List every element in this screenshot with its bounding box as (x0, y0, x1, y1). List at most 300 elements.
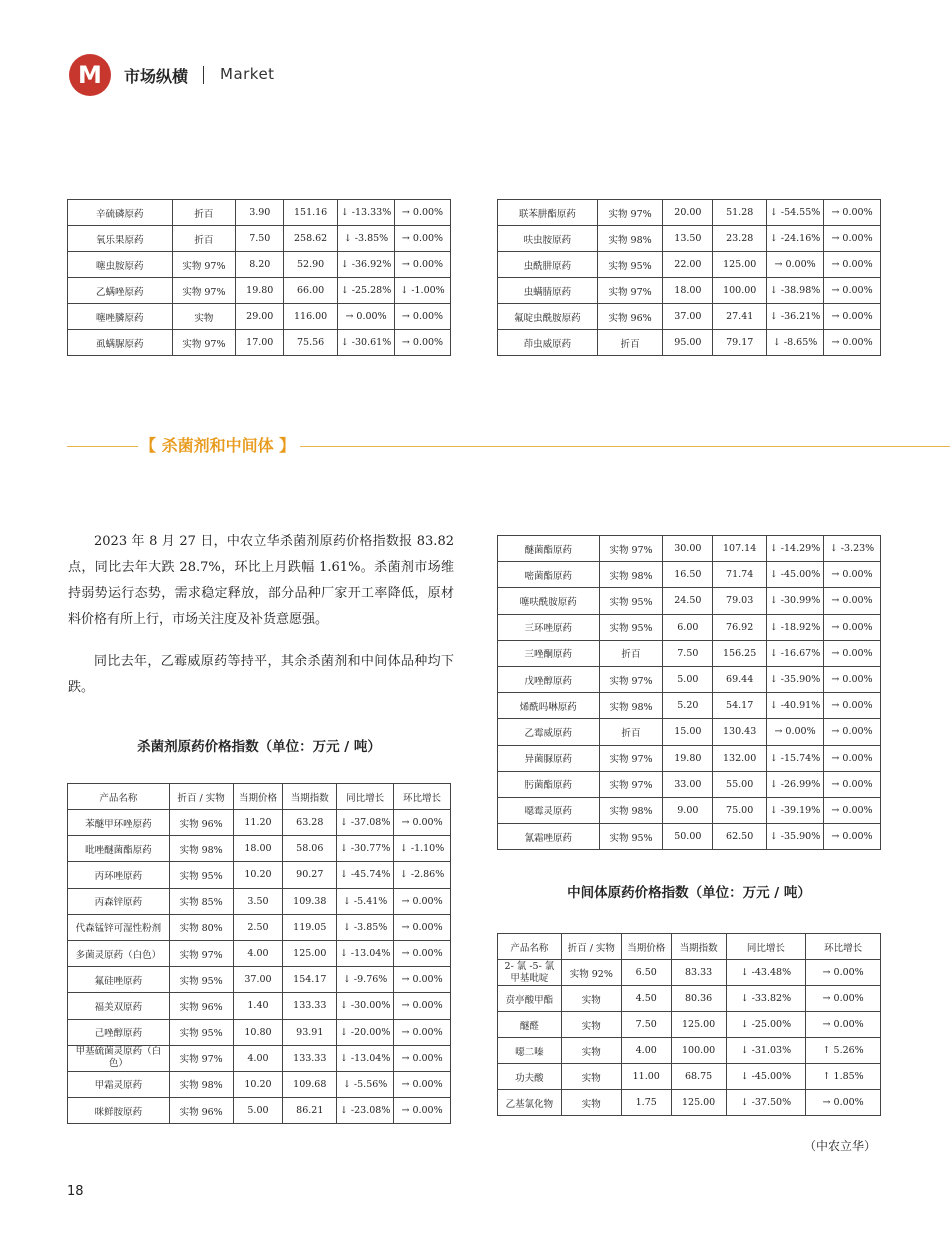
table-cell: 51.28 (713, 200, 767, 226)
table-cell: 133.33 (283, 1045, 337, 1071)
table-row (68, 330, 451, 356)
table-cell: 实物 97% (597, 278, 663, 304)
table-cell: 三唑酮原药 (498, 640, 600, 666)
table-cell: 37.00 (663, 304, 713, 330)
table-cell: → 0.00% (395, 330, 451, 356)
table-cell: 嘧菌酯原药 (498, 562, 600, 588)
table-cell: 10.80 (233, 1019, 283, 1045)
table-cell: 己唑醇原药 (68, 1019, 170, 1045)
table-cell: 125.00 (713, 252, 767, 278)
table-cell: 10.20 (233, 862, 283, 888)
fungicide-table-caption: 杀菌剂原药价格指数（单位：万元 / 吨） (137, 739, 381, 755)
table-cell: 6.50 (621, 960, 671, 986)
paragraph-2: 同比去年，乙霉威原药等持平，其余杀菌剂和中间体品种均下跌。 (68, 654, 454, 695)
table-cell: 154.17 (283, 967, 337, 993)
table-cell: ↓ -40.91% (767, 693, 824, 719)
table-cell: 实物 (561, 1090, 621, 1116)
table-cell: 实物 98% (169, 836, 233, 862)
table-cell: 79.03 (713, 588, 767, 614)
table-cell: → 0.00% (824, 330, 881, 356)
table-row (498, 1090, 881, 1116)
table-cell: 贲亭酸甲酯 (498, 986, 562, 1012)
table-row (498, 797, 881, 823)
table-cell: 代森锰锌可湿性粉剂 (68, 914, 170, 940)
table-cell: 噻呋酰胺原药 (498, 588, 600, 614)
table-cell: 实物 (561, 1038, 621, 1064)
table-row (68, 836, 451, 862)
table-cell: ↓ -1.00% (395, 278, 451, 304)
table-cell: → 0.00% (824, 562, 881, 588)
table-cell: ↓ -38.98% (767, 278, 824, 304)
table-cell: 实物 96% (169, 810, 233, 836)
table-cell: ↑ 1.85% (806, 1064, 881, 1090)
table-cell: 5.00 (233, 1098, 283, 1124)
table-cell: → 0.00% (824, 252, 881, 278)
table-cell: 11.00 (621, 1064, 671, 1090)
table-cell: 79.17 (713, 330, 767, 356)
table-cell: 噁二嗪 (498, 1038, 562, 1064)
table-cell: 1.75 (621, 1090, 671, 1116)
insecticide-table-right (497, 199, 881, 356)
table-cell: 虱螨脲原药 (68, 330, 173, 356)
table-cell: 乙霉威原药 (498, 719, 600, 745)
table-cell: ↓ -26.99% (767, 771, 824, 797)
table-cell: 130.43 (713, 719, 767, 745)
table-cell: 76.92 (713, 614, 767, 640)
table-cell: → 0.00% (395, 226, 451, 252)
table-cell: 实物 98% (599, 562, 663, 588)
table-cell: 63.28 (283, 810, 337, 836)
table-cell: 93.91 (283, 1019, 337, 1045)
column-header: 当期指数 (283, 784, 337, 810)
table-cell: ↓ -15.74% (767, 745, 824, 771)
table-cell: 实物 97% (169, 1045, 233, 1071)
table-cell: 实物 97% (599, 745, 663, 771)
table-row (68, 940, 451, 966)
table-row (498, 986, 881, 1012)
table-cell: 62.50 (713, 824, 767, 850)
table-row (68, 278, 451, 304)
column-header: 产品名称 (68, 784, 170, 810)
column-header: 当期指数 (671, 934, 726, 960)
table-cell: 7.50 (621, 1012, 671, 1038)
table-cell: 4.00 (233, 1045, 283, 1071)
table-row (498, 1064, 881, 1090)
table-cell: ↓ -20.00% (337, 1019, 394, 1045)
table-cell: ↓ -43.48% (726, 960, 806, 986)
table-cell: 实物 85% (169, 888, 233, 914)
table-cell: 100.00 (713, 278, 767, 304)
table-cell: ↓ -23.08% (337, 1098, 394, 1124)
table-cell: 52.90 (284, 252, 338, 278)
table-cell: 109.38 (283, 888, 337, 914)
insecticide-table-left (67, 199, 451, 356)
table-cell: ↓ -39.19% (767, 797, 824, 823)
table-cell: 折百 (599, 640, 663, 666)
table-cell: ↓ -9.76% (337, 967, 394, 993)
table-cell: ↓ -25.28% (338, 278, 395, 304)
table-cell: 3.90 (236, 200, 284, 226)
table-cell: 95.00 (663, 330, 713, 356)
table-cell: 5.20 (663, 693, 713, 719)
table-cell: 呋虫胺原药 (498, 226, 598, 252)
table-cell: 实物 97% (599, 666, 663, 692)
table-cell: ↓ -13.04% (337, 1045, 394, 1071)
table-cell: → 0.00% (394, 914, 451, 940)
table-cell: 甲基硫菌灵原药（白色） (68, 1045, 170, 1071)
table-row (68, 888, 451, 914)
table-cell: → 0.00% (806, 1012, 881, 1038)
table-cell: 7.50 (236, 226, 284, 252)
table-cell: 茚虫威原药 (498, 330, 598, 356)
table-cell: 实物 97% (172, 330, 236, 356)
table-cell: → 0.00% (824, 824, 881, 850)
table-cell: 虫酰肼原药 (498, 252, 598, 278)
table-cell: 实物 96% (597, 304, 663, 330)
table-row (498, 960, 881, 986)
table-cell: 实物 (561, 1064, 621, 1090)
table-cell: 66.00 (284, 278, 338, 304)
table-cell: → 0.00% (824, 771, 881, 797)
table-cell: 119.05 (283, 914, 337, 940)
table-row (498, 745, 881, 771)
table-cell: 19.80 (663, 745, 713, 771)
table-cell: 69.44 (713, 666, 767, 692)
table-cell: → 0.00% (824, 719, 881, 745)
table-cell: 实物 95% (599, 588, 663, 614)
table-cell: 实物 97% (172, 278, 236, 304)
table-cell: 86.21 (283, 1098, 337, 1124)
table-cell: ↓ -13.33% (338, 200, 395, 226)
table-cell: 24.50 (663, 588, 713, 614)
table-row (68, 914, 451, 940)
table-cell: 4.50 (621, 986, 671, 1012)
table-row (68, 226, 451, 252)
fungicide-table-right (497, 535, 881, 850)
table-cell: ↓ -3.23% (824, 536, 881, 562)
table-row (68, 967, 451, 993)
table-cell: ↓ -45.00% (726, 1064, 806, 1090)
table-cell: 156.25 (713, 640, 767, 666)
table-cell: 实物 97% (172, 252, 236, 278)
table-cell: 133.33 (283, 993, 337, 1019)
table-cell: → 0.00% (824, 745, 881, 771)
table-cell: 29.00 (236, 304, 284, 330)
table-cell: → 0.00% (824, 693, 881, 719)
table-cell: 125.00 (283, 940, 337, 966)
table-cell: → 0.00% (394, 1098, 451, 1124)
section-title: 【 杀菌剂和中间体 】 (138, 434, 297, 458)
table-cell: ↓ -30.00% (337, 993, 394, 1019)
table-cell: 联苯肼酯原药 (498, 200, 598, 226)
table-cell: 多菌灵原药（白色） (68, 940, 170, 966)
table-cell: 55.00 (713, 771, 767, 797)
table-cell: 19.80 (236, 278, 284, 304)
section-name-cn: 市场纵横 (124, 67, 189, 86)
table-cell: 丙环唑原药 (68, 862, 170, 888)
table-row (498, 304, 881, 330)
table-cell: ↓ -24.16% (767, 226, 824, 252)
table-cell: 18.00 (663, 278, 713, 304)
table-cell: → 0.00% (394, 940, 451, 966)
table-cell: 90.27 (283, 862, 337, 888)
table-cell: 虫螨腈原药 (498, 278, 598, 304)
table-row (68, 993, 451, 1019)
table-cell: 2.50 (233, 914, 283, 940)
table-cell: 3.50 (233, 888, 283, 914)
table-cell: 20.00 (663, 200, 713, 226)
table-row (498, 1038, 881, 1064)
column-header: 当期价格 (621, 934, 671, 960)
table-cell: 噻虫胺原药 (68, 252, 173, 278)
table-cell: 107.14 (713, 536, 767, 562)
table-cell: → 0.00% (394, 1071, 451, 1097)
table-cell: 氟硅唑原药 (68, 967, 170, 993)
table-row (498, 330, 881, 356)
table-cell: ↓ -2.86% (394, 862, 451, 888)
table-cell: 折百 (172, 200, 236, 226)
table-row (498, 226, 881, 252)
table-cell: 实物 80% (169, 914, 233, 940)
table-cell: ↓ -35.90% (767, 666, 824, 692)
table-cell: 54.17 (713, 693, 767, 719)
table-cell: 乙基氯化物 (498, 1090, 562, 1116)
table-cell: ↓ -31.03% (726, 1038, 806, 1064)
table-cell: ↓ -33.82% (726, 986, 806, 1012)
table-cell: 4.00 (621, 1038, 671, 1064)
table-row (498, 562, 881, 588)
table-cell: 83.33 (671, 960, 726, 986)
table-cell: 68.75 (671, 1064, 726, 1090)
table-cell: 实物 96% (169, 1098, 233, 1124)
column-header: 同比增长 (726, 934, 806, 960)
table-cell: 7.50 (663, 640, 713, 666)
table-cell: → 0.00% (394, 993, 451, 1019)
table-cell: 实物 (172, 304, 236, 330)
table-cell: → 0.00% (767, 252, 824, 278)
table-cell: 噻唑膦原药 (68, 304, 173, 330)
table-row (498, 719, 881, 745)
table-cell: 258.62 (284, 226, 338, 252)
table-row (498, 200, 881, 226)
table-cell: ↓ -45.74% (337, 862, 394, 888)
table-row (68, 304, 451, 330)
table-cell: 4.00 (233, 940, 283, 966)
table-row (68, 810, 451, 836)
table-cell: 80.36 (671, 986, 726, 1012)
table-cell: ↓ -35.90% (767, 824, 824, 850)
table-cell: 实物 95% (169, 967, 233, 993)
table-row (498, 588, 881, 614)
table-cell: ↓ -16.67% (767, 640, 824, 666)
table-cell: 实物 98% (599, 693, 663, 719)
table-cell: ↑ 5.26% (806, 1038, 881, 1064)
page-number: 18 (67, 1184, 84, 1199)
table-cell: → 0.00% (824, 614, 881, 640)
table-cell: 22.00 (663, 252, 713, 278)
table-cell: 11.20 (233, 810, 283, 836)
table-cell: 福美双原药 (68, 993, 170, 1019)
table-cell: 71.74 (713, 562, 767, 588)
table-row (498, 666, 881, 692)
table-cell: 实物 92% (561, 960, 621, 986)
table-cell: 9.00 (663, 797, 713, 823)
table-cell: ↓ -37.50% (726, 1090, 806, 1116)
table-cell: ↓ -13.04% (337, 940, 394, 966)
table-cell: → 0.00% (338, 304, 395, 330)
table-cell: ↓ -54.55% (767, 200, 824, 226)
header-divider (203, 66, 204, 84)
table-cell: ↓ -30.61% (338, 330, 395, 356)
table-header-row (498, 934, 881, 960)
table-cell: 丙森锌原药 (68, 888, 170, 914)
table-cell: ↓ -14.29% (767, 536, 824, 562)
table-cell: 30.00 (663, 536, 713, 562)
table-row (498, 771, 881, 797)
table-cell: 戊唑醇原药 (498, 666, 600, 692)
table-cell: 折百 (597, 330, 663, 356)
table-cell: 6.00 (663, 614, 713, 640)
table-cell: 功夫酸 (498, 1064, 562, 1090)
source-credit: （中农立华） (804, 1139, 877, 1153)
table-row (68, 200, 451, 226)
table-cell: → 0.00% (394, 888, 451, 914)
table-row (498, 278, 881, 304)
column-header: 环比增长 (394, 784, 451, 810)
column-header: 同比增长 (337, 784, 394, 810)
table-row (68, 1071, 451, 1097)
table-cell: ↓ -3.85% (337, 914, 394, 940)
table-cell: → 0.00% (824, 640, 881, 666)
table-cell: ↓ -36.92% (338, 252, 395, 278)
table-cell: 10.20 (233, 1071, 283, 1097)
section-name-en: Market (220, 65, 275, 83)
table-cell: 异菌脲原药 (498, 745, 600, 771)
table-row (498, 1012, 881, 1038)
table-cell: 醚醛 (498, 1012, 562, 1038)
table-cell: 实物 (561, 1012, 621, 1038)
table-cell: 实物 98% (169, 1071, 233, 1097)
table-cell: → 0.00% (824, 278, 881, 304)
table-cell: ↓ -25.00% (726, 1012, 806, 1038)
table-cell: ↓ -8.65% (767, 330, 824, 356)
table-row (498, 693, 881, 719)
table-row (498, 536, 881, 562)
table-cell: 醚菌酯原药 (498, 536, 600, 562)
column-header: 折百 / 实物 (561, 934, 621, 960)
table-cell: 实物 98% (597, 226, 663, 252)
table-cell: ↓ -30.99% (767, 588, 824, 614)
table-cell: → 0.00% (394, 967, 451, 993)
table-cell: 烯酰吗啉原药 (498, 693, 600, 719)
table-cell: 肟菌酯原药 (498, 771, 600, 797)
table-cell: 37.00 (233, 967, 283, 993)
table-cell: 2- 氯 -5- 氯甲基吡啶 (498, 960, 562, 986)
table-row (68, 1019, 451, 1045)
table-cell: 噁霉灵原药 (498, 797, 600, 823)
fungicide-table (67, 783, 451, 1124)
table-row (68, 1045, 451, 1071)
table-cell: 27.41 (713, 304, 767, 330)
table-cell: 132.00 (713, 745, 767, 771)
column-header: 产品名称 (498, 934, 562, 960)
table-cell: → 0.00% (824, 226, 881, 252)
table-cell: ↓ -3.85% (338, 226, 395, 252)
table-cell: 实物 97% (599, 536, 663, 562)
table-cell: ↓ -18.92% (767, 614, 824, 640)
table-cell: 实物 96% (169, 993, 233, 1019)
section-divider-right (300, 446, 950, 447)
table-row (498, 252, 881, 278)
paragraph-1: 2023 年 8 月 27 日，中农立华杀菌剂原药价格指数报 83.82 点，同比去年大跌 28.7%，环比上月跌幅 1.61%。杀菌剂市场维持弱势运行态势，需求稳定释放，部分品种厂家开工率降低，原材料价格有所上行，市场关注度及补货意愿强。 (68, 534, 454, 627)
intermediate-table (497, 933, 881, 1116)
table-cell: 实物 97% (599, 771, 663, 797)
table-cell: 苯醚甲环唑原药 (68, 810, 170, 836)
table-cell: → 0.00% (806, 1090, 881, 1116)
intermediate-table-caption: 中间体原药价格指数（单位：万元 / 吨） (567, 885, 811, 901)
table-cell: → 0.00% (394, 1045, 451, 1071)
table-cell: ↓ -1.10% (394, 836, 451, 862)
table-cell: 75.56 (284, 330, 338, 356)
table-cell: → 0.00% (824, 797, 881, 823)
table-cell: 实物 95% (599, 824, 663, 850)
table-cell: 17.00 (236, 330, 284, 356)
table-cell: ↓ -45.00% (767, 562, 824, 588)
table-cell: 16.50 (663, 562, 713, 588)
table-row (68, 862, 451, 888)
table-cell: 1.40 (233, 993, 283, 1019)
table-cell: → 0.00% (824, 588, 881, 614)
table-header-row (68, 784, 451, 810)
table-cell: 实物 95% (169, 862, 233, 888)
table-cell: → 0.00% (806, 960, 881, 986)
table-cell: 三环唑原药 (498, 614, 600, 640)
table-cell: → 0.00% (394, 810, 451, 836)
table-cell: 33.00 (663, 771, 713, 797)
table-cell: → 0.00% (395, 200, 451, 226)
table-cell: ↓ -30.77% (337, 836, 394, 862)
table-cell: → 0.00% (395, 252, 451, 278)
column-header: 折百 / 实物 (169, 784, 233, 810)
table-cell: 甲霜灵原药 (68, 1071, 170, 1097)
table-row (498, 640, 881, 666)
table-cell: 75.00 (713, 797, 767, 823)
table-cell: 116.00 (284, 304, 338, 330)
table-cell: 50.00 (663, 824, 713, 850)
table-cell: 实物 98% (599, 797, 663, 823)
table-cell: ↓ -37.08% (337, 810, 394, 836)
table-cell: → 0.00% (824, 666, 881, 692)
section-divider-left (67, 446, 147, 447)
table-row (68, 1098, 451, 1124)
table-cell: → 0.00% (394, 1019, 451, 1045)
table-cell: 辛硫磷原药 (68, 200, 173, 226)
table-cell: 125.00 (671, 1012, 726, 1038)
section-logo: M (69, 54, 111, 96)
table-cell: 折百 (599, 719, 663, 745)
table-cell: 151.16 (284, 200, 338, 226)
column-header: 环比增长 (806, 934, 881, 960)
column-header: 当期价格 (233, 784, 283, 810)
table-cell: 实物 97% (169, 940, 233, 966)
table-row (498, 614, 881, 640)
table-cell: 实物 95% (599, 614, 663, 640)
table-cell: 实物 95% (169, 1019, 233, 1045)
table-cell: 氰霜唑原药 (498, 824, 600, 850)
table-cell: → 0.00% (806, 986, 881, 1012)
table-cell: 125.00 (671, 1090, 726, 1116)
table-cell: 氧乐果原药 (68, 226, 173, 252)
